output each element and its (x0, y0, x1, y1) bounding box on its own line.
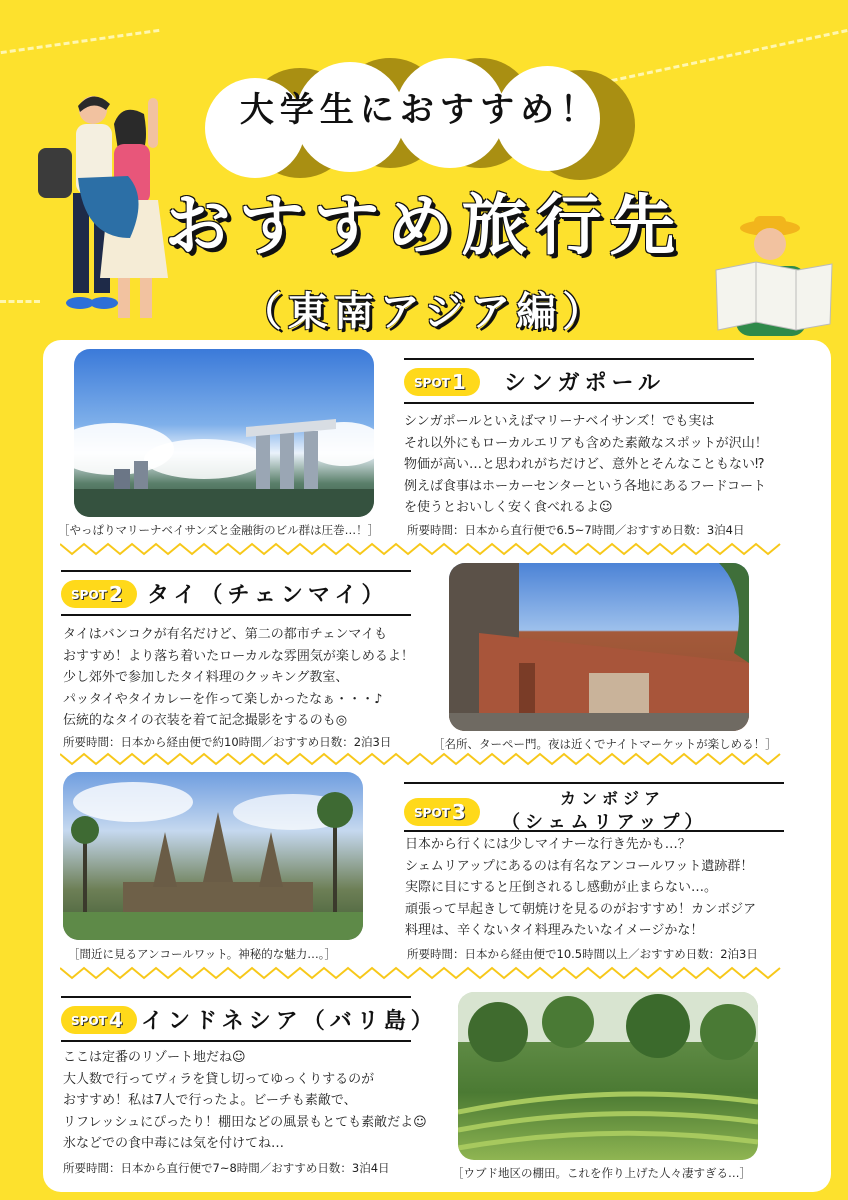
spot1-body: シンガポールといえばマリーナベイサンズ！でも実は それ以外にもローカルエリアも含めた素敵なスポットが沢山！ 物価が高い…と思われがちだけど、意外とそんなこともない⁉ 例えば食事はホーカーセンターという各地にあるフードコート を使うとおいしく安く食べれるよ☺ (404, 414, 768, 515)
tourist-map-illustration (712, 214, 842, 339)
spot3-body: 日本から行くには少しマイナーな行き先かも…？ シェムリアップにあるのは有名なアンコールワット遺跡群！ 実際に目にすると圧倒されるし感動が止まらない…。 頑張って早起きして朝焼けを見るのがおすすめ！カンボジア 料理は、辛くないタイ料理みたいなイメージかな！ (405, 837, 757, 938)
title-top: 大学生におすすめ！ (239, 90, 601, 130)
spot3-meta: 所要時間：日本から経由便で10.5時間以上／おすすめ日数：2泊3日 (407, 947, 758, 961)
title-main: おすすめ旅行先 (164, 187, 684, 264)
spot2-title: タイ（チェンマイ） (147, 583, 389, 608)
spot3-heading (404, 782, 784, 834)
zigzag-divider (60, 752, 790, 768)
spot2-heading (61, 570, 411, 616)
spot3-title-line1: カンボジア (560, 789, 666, 808)
spot3-title-line2: （シェムリアップ） (502, 812, 708, 833)
spot1-caption: ［やっぱりマリーナベイサンズと金融街のビル群は圧巻…！］ (58, 523, 380, 537)
spot1-heading (404, 358, 754, 404)
spot2-body: タイはバンコクが有名だけど、第二の都市チェンマイも おすすめ！より落ち着いたローカルな雰囲気が楽しめるよ！ 少し郊外で参加したタイ料理のクッキング教室、 パッタイやタイカレーを作って楽しかったなぁ・・・♪ 伝統的なタイの衣装を着て記念撮影をするのも◎ (63, 627, 414, 728)
spot1-meta: 所要時間：日本から直行便で6.5~7時間／おすすめ日数：3泊4日 (407, 523, 745, 537)
spot4-caption: ［ウブド地区の棚田。これを作り上げた人々凄すぎる…］ (452, 1166, 751, 1180)
travelers-illustration (18, 88, 178, 338)
spot2-caption: ［名所、ターペー門。夜は近くでナイトマーケットが楽しめる！］ (433, 737, 777, 751)
spot1-badge: SPOT 1 (404, 368, 480, 396)
bali-rice-terrace-photo (458, 992, 758, 1160)
spot3-badge: SPOT 3 (404, 798, 480, 826)
title-sub: （東南アジア編） (241, 289, 609, 335)
spot2-meta: 所要時間：日本から経由便で約10時間／おすすめ日数：2泊3日 (63, 735, 392, 749)
zigzag-divider (60, 542, 790, 558)
spot4-meta: 所要時間：日本から直行便で7~8時間／おすすめ日数：3泊4日 (63, 1161, 390, 1175)
dashed-path-decoration (602, 29, 847, 84)
spot3-heading-rule (404, 830, 784, 832)
spot1-title: シンガポール (504, 371, 666, 396)
angkor-wat-photo (63, 772, 363, 940)
spot2-badge: SPOT 2 (61, 580, 137, 608)
spot4-heading (61, 996, 438, 1042)
dashed-path-decoration (1, 29, 160, 54)
spot4-body: ここは定番のリゾート地だね☺ 大人数で行ってヴィラを貸し切ってゆっくりするのが おすすめ！私は7人で行ったよ。ビーチも素敵で、 リフレッシュにぴったり！棚田などの風景もとても素敵だよ☺ 氷などでの食中毒には気を付けてね… (63, 1050, 427, 1151)
chiang-mai-photo (449, 563, 749, 731)
spot3-caption: ［間近に見るアンコールワット。神秘的な魅力…。］ (68, 947, 336, 961)
spot4-badge: SPOT 4 (61, 1006, 137, 1034)
singapore-photo (74, 349, 374, 517)
spot4-title: インドネシア（バリ島） (141, 1009, 438, 1034)
zigzag-divider (60, 966, 790, 982)
